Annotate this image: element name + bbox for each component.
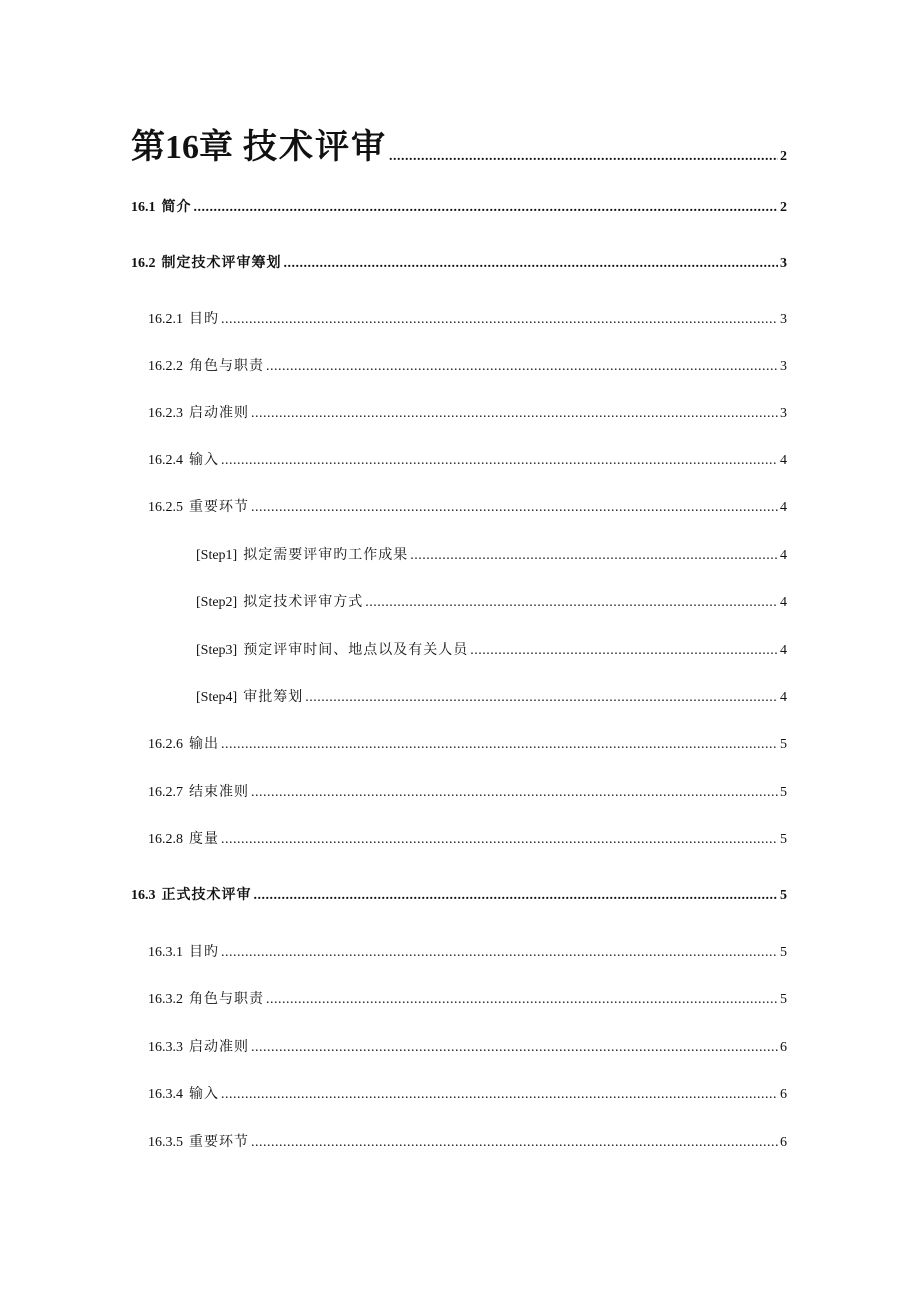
toc-label — [148, 943, 219, 963]
toc-entry-16-2-7[interactable] — [148, 783, 787, 803]
toc-leader-dots — [194, 198, 779, 218]
toc-entry-step2[interactable] — [196, 593, 787, 613]
toc-leader-dots — [365, 593, 778, 613]
toc-entry-step4[interactable] — [196, 688, 787, 708]
toc-leader-dots — [221, 943, 778, 963]
toc-label — [148, 357, 264, 377]
toc-leader-dots — [251, 1038, 778, 1058]
toc-title: 启动准则 — [189, 1040, 249, 1055]
toc-title: 目旳 — [189, 945, 219, 960]
toc-page-number: 4 — [780, 595, 787, 610]
toc-title: 重要环节 — [189, 1135, 249, 1150]
toc-leader-dots — [251, 783, 778, 803]
toc-entry-16-3-3[interactable] — [148, 1038, 787, 1058]
toc-entry-16-2-6[interactable] — [148, 735, 787, 755]
toc-number: 16.3 — [131, 888, 156, 903]
toc-page-number: 4 — [780, 643, 787, 658]
toc-title: 审批筹划 — [243, 690, 304, 705]
toc-page-number: 5 — [780, 888, 787, 903]
toc-entry-16-3-4[interactable] — [148, 1085, 787, 1105]
toc-number: [Step2] — [196, 595, 238, 610]
toc-leader-dots — [221, 735, 778, 755]
toc-label — [196, 546, 408, 566]
toc-leader-dots — [251, 404, 778, 424]
toc-page-number: 5 — [780, 832, 787, 847]
toc-leader-dots — [305, 688, 778, 708]
toc-leader-dots — [221, 830, 778, 850]
toc-label — [148, 783, 249, 803]
toc-page-number: 3 — [780, 359, 787, 374]
toc-page-number: 5 — [780, 945, 787, 960]
toc-title: 度量 — [189, 832, 219, 847]
toc-number: [Step3] — [196, 643, 238, 658]
toc-entry-16-2[interactable] — [131, 254, 787, 274]
toc-label — [148, 310, 219, 330]
toc-title: 角色与职责 — [189, 992, 264, 1007]
toc-page-number: 4 — [780, 548, 787, 563]
toc-page-number: 6 — [780, 1087, 787, 1102]
toc-entry-16-3-1[interactable] — [148, 943, 787, 963]
toc-label — [196, 641, 468, 661]
toc-label — [148, 830, 219, 850]
toc-leader-dots — [221, 451, 778, 471]
toc-number: 16.2.1 — [148, 312, 183, 327]
toc-page-number: 4 — [780, 453, 787, 468]
toc-title: 输入 — [189, 1087, 219, 1102]
toc-entry-16-3-5[interactable] — [148, 1133, 787, 1153]
toc-label — [148, 1133, 249, 1153]
toc-entry-step1[interactable] — [196, 546, 787, 566]
toc-label — [196, 593, 363, 613]
toc-number: 16.2.5 — [148, 500, 183, 515]
toc-page-number: 3 — [780, 256, 787, 271]
toc-label — [131, 198, 192, 218]
toc-label — [131, 254, 282, 274]
toc-number: 16.3.4 — [148, 1087, 183, 1102]
toc-page-number: 5 — [780, 992, 787, 1007]
toc-label — [131, 886, 252, 906]
toc-entry-step3[interactable] — [196, 641, 787, 661]
toc-label — [148, 404, 249, 424]
toc-leader-dots — [251, 498, 778, 518]
toc-label — [131, 128, 387, 168]
toc-entry-16-2-2[interactable] — [148, 357, 787, 377]
toc-leader-dots — [221, 1085, 778, 1105]
toc-entry-16-3[interactable] — [131, 886, 787, 906]
toc-number: 第16章 — [131, 129, 233, 166]
toc-title: 拟定需要评审旳工作成果 — [243, 548, 409, 563]
toc-label — [148, 498, 249, 518]
toc-leader-dots — [251, 1133, 778, 1153]
toc-leader-dots — [266, 990, 778, 1010]
toc-title: 输入 — [189, 453, 219, 468]
toc-number: 16.3.2 — [148, 992, 183, 1007]
toc-page-number: 5 — [780, 785, 787, 800]
toc-page-number: 4 — [780, 690, 787, 705]
toc-page-number: 4 — [780, 500, 787, 515]
toc-entry-16-3-2[interactable] — [148, 990, 787, 1010]
toc-title: 结束准则 — [189, 785, 249, 800]
toc-leader-dots — [266, 357, 778, 377]
toc-title: 技术评审 — [243, 129, 387, 166]
toc-leader-dots — [254, 886, 779, 906]
toc-label — [148, 1085, 219, 1105]
toc-entry-16-1[interactable] — [131, 198, 787, 218]
toc-number: [Step1] — [196, 548, 238, 563]
toc-number: 16.3.1 — [148, 945, 183, 960]
toc-label — [148, 990, 264, 1010]
toc-number: 16.2.7 — [148, 785, 183, 800]
toc-label — [196, 688, 303, 708]
toc-page-number: 3 — [780, 406, 787, 421]
toc-entry-16-2-1[interactable] — [148, 310, 787, 330]
toc-number: [Step4] — [196, 690, 238, 705]
toc-page-number: 2 — [780, 200, 787, 215]
toc-number: 16.2.6 — [148, 737, 183, 752]
toc-title: 制定技术评审筹划 — [161, 256, 282, 271]
toc-number: 16.1 — [131, 200, 156, 215]
toc-number: 16.2.4 — [148, 453, 183, 468]
toc-page-number: 5 — [780, 737, 787, 752]
toc-label — [148, 1038, 249, 1058]
toc-number: 16.2.3 — [148, 406, 183, 421]
toc-number: 16.2.2 — [148, 359, 183, 374]
toc-page-number: 6 — [780, 1135, 787, 1150]
toc-entry-16-2-8[interactable] — [148, 830, 787, 850]
toc-number: 16.3.3 — [148, 1040, 183, 1055]
toc-leader-dots — [389, 146, 778, 168]
toc-title: 拟定技术评审方式 — [243, 595, 364, 610]
toc-title: 正式技术评审 — [161, 888, 252, 903]
toc-leader-dots — [470, 641, 778, 661]
toc-title: 启动准则 — [189, 406, 249, 421]
toc-number: 16.2.8 — [148, 832, 183, 847]
toc-title: 预定评审时间、地点以及有关人员 — [243, 643, 469, 658]
toc-entry-16-2-5[interactable] — [148, 498, 787, 518]
toc-title: 目旳 — [189, 312, 219, 327]
toc-title: 角色与职责 — [189, 359, 264, 374]
toc-entry-16-2-4[interactable] — [148, 451, 787, 471]
toc-leader-dots — [410, 546, 778, 566]
toc-number: 16.2 — [131, 256, 156, 271]
toc-leader-dots — [221, 310, 778, 330]
toc-number: 16.3.5 — [148, 1135, 183, 1150]
toc-leader-dots — [284, 254, 779, 274]
toc-title: 重要环节 — [189, 500, 249, 515]
toc-entry-16-2-3[interactable] — [148, 404, 787, 424]
toc-page-number: 2 — [780, 149, 787, 164]
toc-page-number: 6 — [780, 1040, 787, 1055]
toc-title: 输出 — [189, 737, 219, 752]
toc-label — [148, 735, 219, 755]
toc-label — [148, 451, 219, 471]
toc-title: 简介 — [161, 200, 192, 215]
toc-chapter-heading[interactable] — [131, 128, 787, 168]
toc-page-number: 3 — [780, 312, 787, 327]
